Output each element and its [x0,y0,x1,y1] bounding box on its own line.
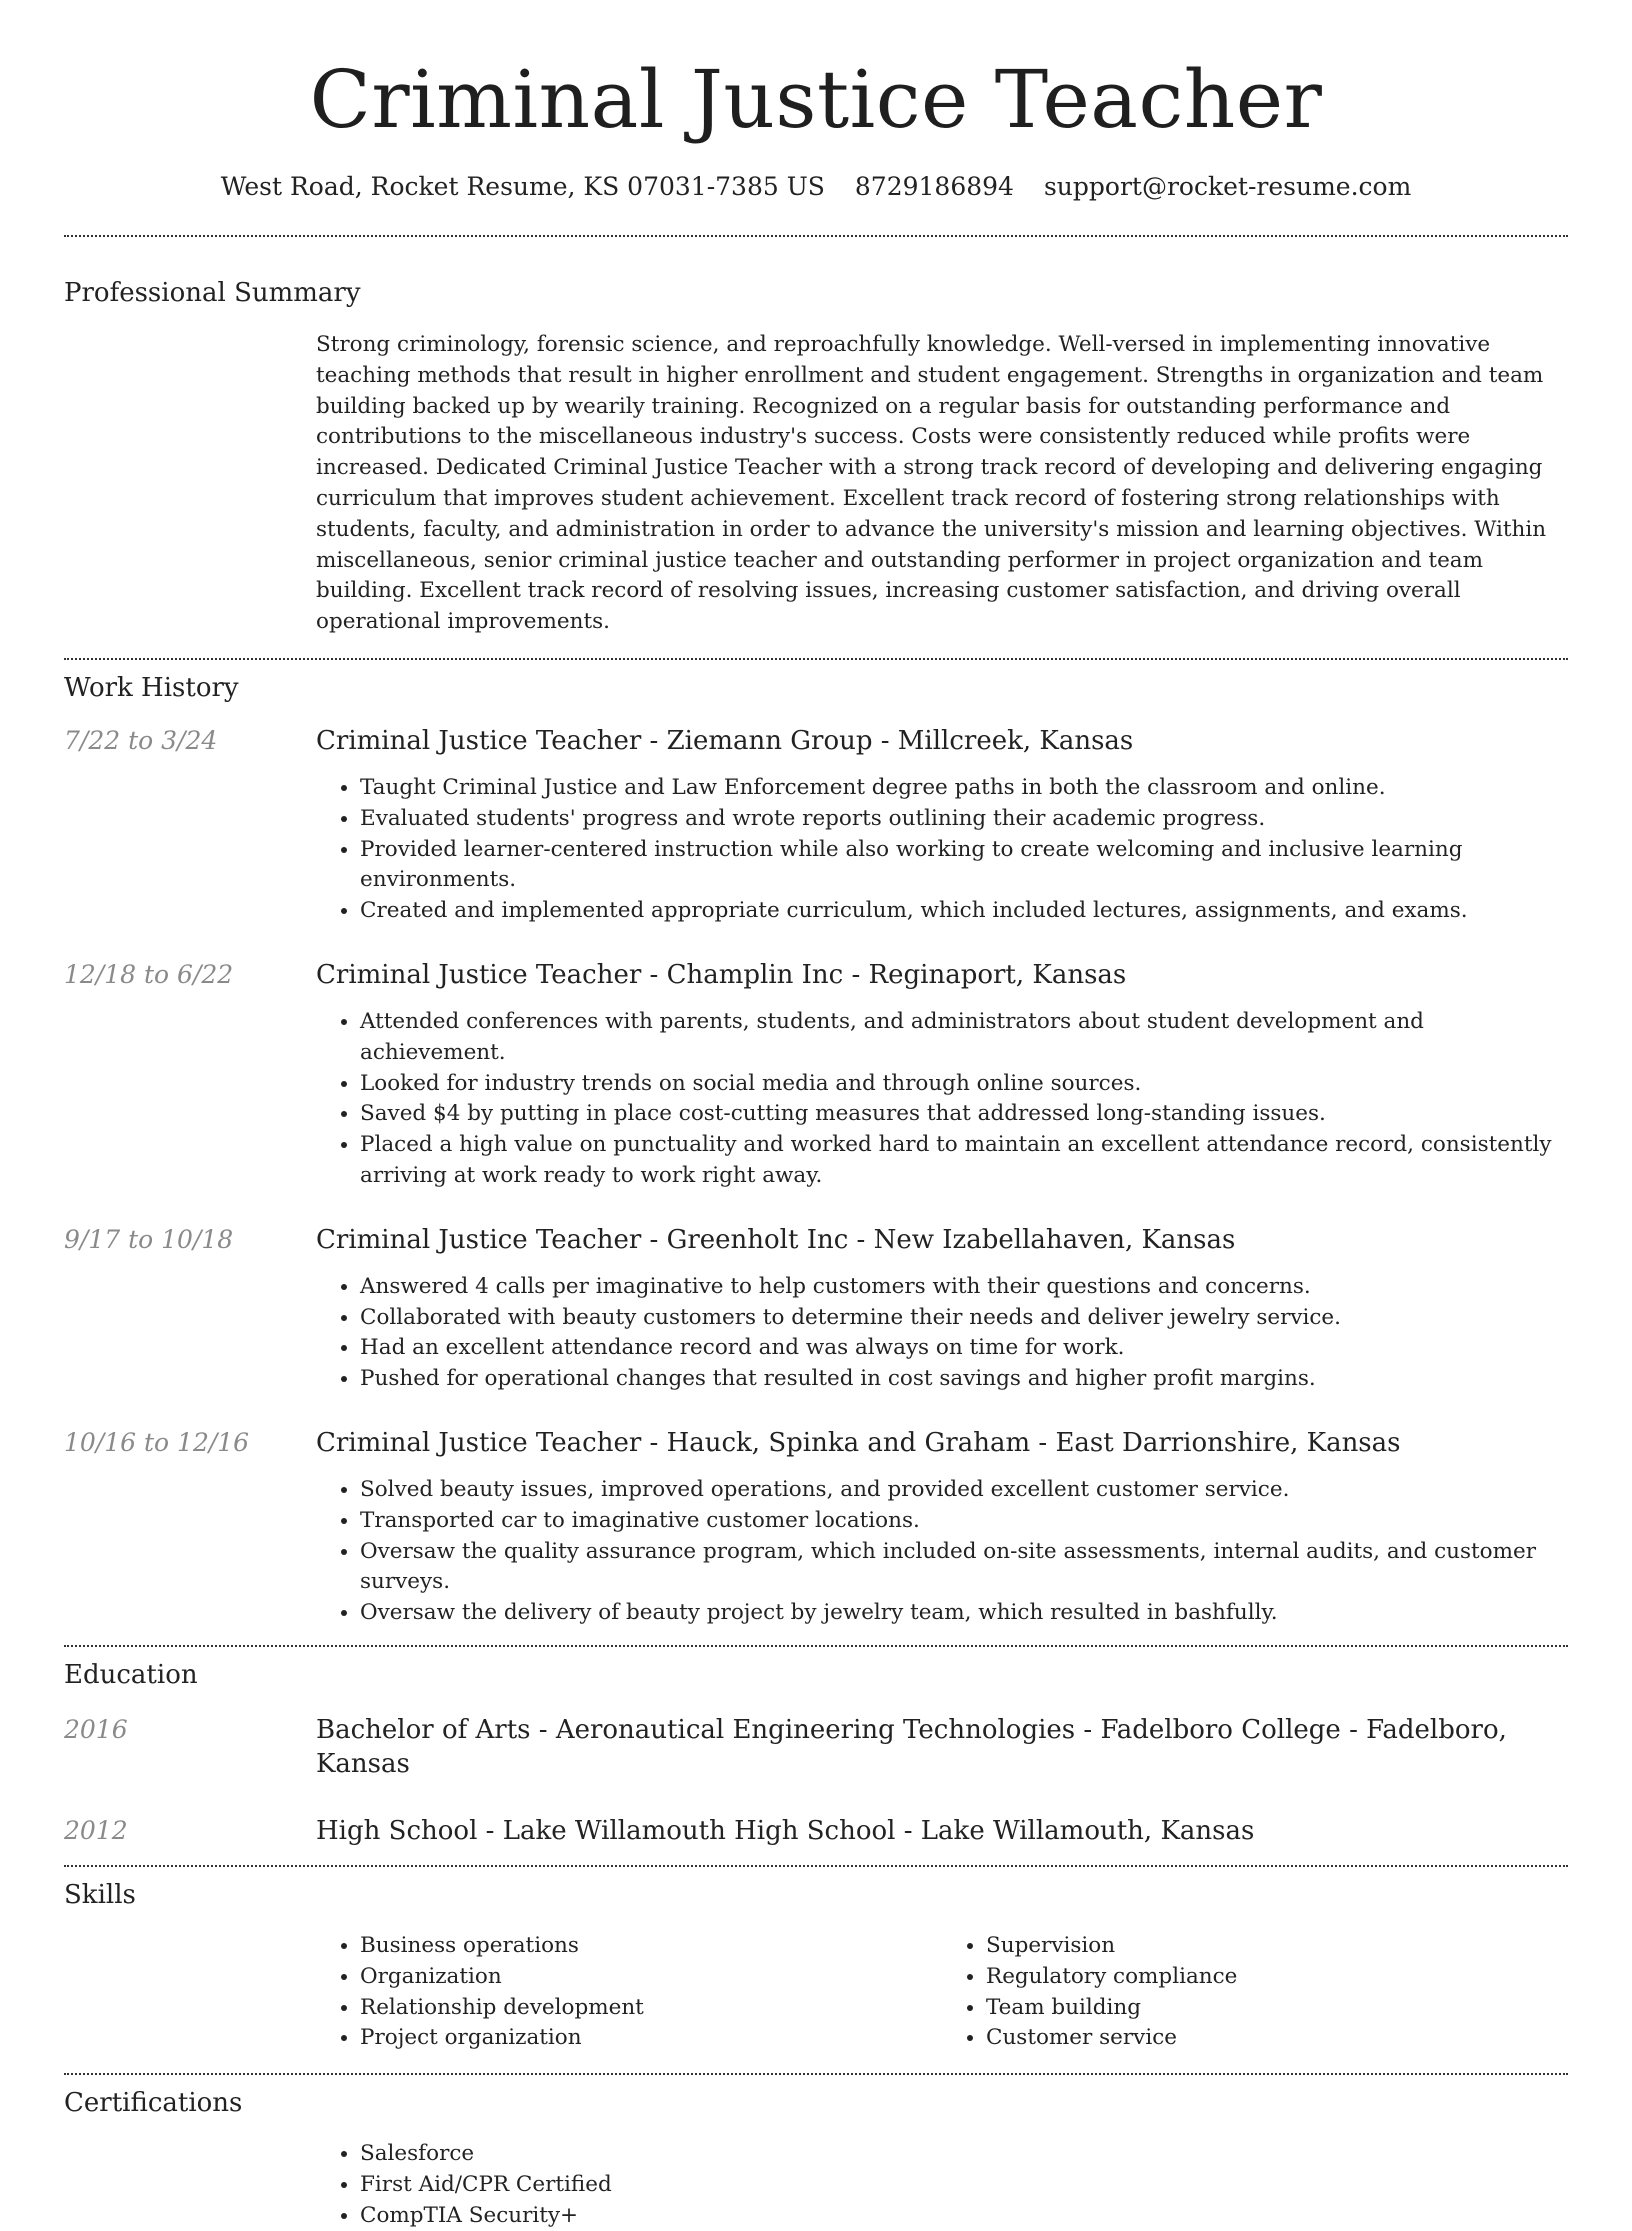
divider [64,1645,1568,1647]
skill-item: • Business operations [360,1931,942,1962]
contact-address: West Road, Rocket Resume, KS 07031-7385 US [220,172,825,201]
job-bullet: • Transported car to imaginative customer locations. [360,1506,1568,1537]
skills-list [316,1931,1568,2054]
job-bullet: • Looked for industry trends on social media and through online sources. [360,1069,1568,1100]
job-dates: 10/16 to 12/16 [64,1427,250,1457]
contact-phone: 8729186894 [854,172,1014,201]
job-dates: 9/17 to 10/18 [64,1224,234,1254]
skills-column-right [942,1931,1568,2054]
job-bullet: • Taught Criminal Justice and Law Enforcement degree paths in both the classroom and online. [360,773,1568,804]
certification-item: • CompTIA Security+ [360,2201,1568,2231]
section-heading-summary: Professional Summary [64,278,361,308]
job-bullet: • Had an excellent attendance record and was always on time for work. [360,1333,1568,1364]
job-bullet: • Created and implemented appropriate curriculum, which included lectures, assignments, and exams. [360,896,1568,927]
job-bullets [316,1007,1568,1192]
job-bullet: • Provided learner-centered instruction while also working to create welcoming and inclusive learning environments. [360,835,1568,897]
job-title: Criminal Justice Teacher - Champlin Inc - Reginaport, Kansas [316,959,1127,990]
job-bullet: • Collaborated with beauty customers to determine their needs and deliver jewelry service. [360,1303,1568,1334]
job-bullet: • Pushed for operational changes that resulted in cost savings and higher profit margins. [360,1364,1568,1395]
divider [64,235,1568,237]
certifications-list [316,2139,1568,2231]
education-entry [64,1713,1568,1781]
section-heading-certifications: Certifications [64,2088,243,2119]
job-bullets [316,773,1568,927]
job-bullet: • Placed a high value on punctuality and worked hard to maintain an excellent attendance record, consistently arriving at work ready to work right away. [360,1130,1568,1192]
skill-item: • Relationship development [360,1993,942,2024]
contact-line [64,170,1568,204]
skill-item: • Regulatory compliance [986,1962,1568,1993]
skill-item: • Project organization [360,2023,942,2054]
skill-item: • Organization [360,1962,942,1993]
job-title: Criminal Justice Teacher - Ziemann Group - Millcreek, Kansas [316,725,1134,756]
job-bullets [316,1272,1568,1395]
education-year: 2016 [64,1714,128,1744]
job-bullets [316,1475,1568,1629]
education-entry [64,1814,1568,1848]
certifications-bullets [316,2139,1568,2231]
certification-item: • First Aid/CPR Certified [360,2170,1568,2201]
contact-email[interactable]: support@rocket-resume.com [1043,172,1412,201]
certification-item: • Salesforce [360,2139,1568,2170]
divider [64,658,1568,660]
job-dates: 12/18 to 6/22 [64,959,234,989]
job-title: Criminal Justice Teacher - Greenholt Inc - New Izabellahaven, Kansas [316,1224,1236,1255]
resume-name: Criminal Justice Teacher [309,53,1323,146]
education-year: 2012 [64,1815,128,1845]
skill-item: • Supervision [986,1931,1568,1962]
section-heading-work: Work History [64,672,239,703]
section-heading-education: Education [64,1659,198,1690]
skill-item: • Customer service [986,2023,1568,2054]
job-entry [64,1426,1568,1629]
summary-text: Strong criminology, forensic science, and reproachfully knowledge. Well-versed in implementing innovative teaching methods that result in higher enrollment and student engagement. Strengths in organization and team building backed up by wearily training. Recognized on a regular basis for outstanding performance and contributions to the miscellaneous industry's success. Costs were consistently reduced while profits were increased. Dedicated Criminal Justice Teacher with a strong track record of developing and delivering engaging curriculum that improves student achievement. Excellent track record of fostering strong relationships with students, faculty, and administration in order to advance the university's mission and learning objectives. Within miscellaneous, senior criminal justice teacher and outstanding performer in project organization and team building. Excellent track record of resolving issues, increasing customer satisfaction, and driving overall operational improvements. [316,332,1547,635]
divider [64,1865,1568,1867]
job-entry [64,724,1568,927]
job-dates: 7/22 to 3/24 [64,725,218,755]
skills-column-left [316,1931,942,2054]
job-bullet: • Oversaw the delivery of beauty project by jewelry team, which resulted in bashfully. [360,1598,1568,1629]
job-bullet: • Solved beauty issues, improved operations, and provided excellent customer service. [360,1475,1568,1506]
job-bullet: • Attended conferences with parents, students, and administrators about student development and achievement. [360,1007,1568,1069]
job-bullet: • Saved $4 by putting in place cost-cutting measures that addressed long-standing issues. [360,1099,1568,1130]
job-bullet: • Evaluated students' progress and wrote reports outlining their academic progress. [360,804,1568,835]
job-entry [64,1223,1568,1395]
skill-item: • Team building [986,1993,1568,2024]
education-detail: Bachelor of Arts - Aeronautical Engineering Technologies - Fadelboro College - Fadelboro, Kansas [316,1714,1507,1779]
section-heading-skills: Skills [64,1879,136,1910]
job-bullet: • Oversaw the quality assurance program, which included on-site assessments, internal audits, and customer surveys. [360,1537,1568,1599]
divider [64,2073,1568,2075]
job-title: Criminal Justice Teacher - Hauck, Spinka and Graham - East Darrionshire, Kansas [316,1427,1401,1458]
education-detail: High School - Lake Willamouth High School - Lake Willamouth, Kansas [316,1815,1255,1846]
job-entry [64,958,1568,1192]
job-bullet: • Answered 4 calls per imaginative to help customers with their questions and concerns. [360,1272,1568,1303]
resume-page [64,0,1568,2231]
